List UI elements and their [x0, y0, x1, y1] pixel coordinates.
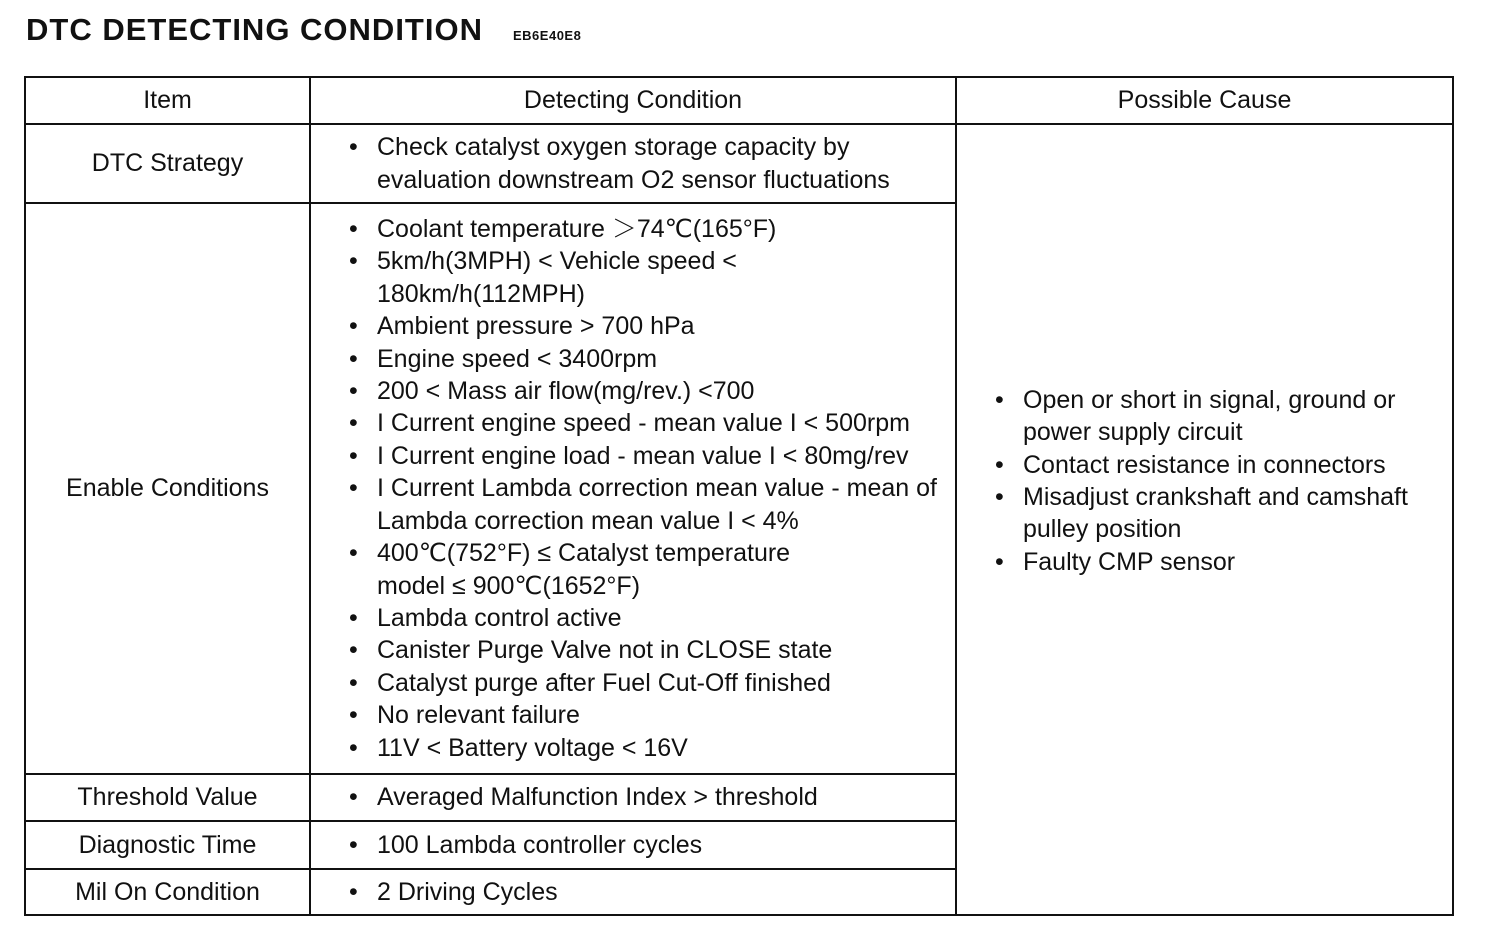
cause-item: • Misadjust crankshaft and camshaft pulley position: [995, 481, 1442, 546]
condition-item: • Catalyst purge after Fuel Cut-Off finished: [349, 667, 949, 699]
diagnostic-time-conditions: [311, 822, 957, 870]
condition-item: • 400℃(752°F) ≤ Catalyst temperature model ≤ 900℃(1652°F): [349, 537, 949, 602]
condition-item: • Canister Purge Valve not in CLOSE state: [349, 634, 949, 666]
mil-on-condition-conditions: [311, 870, 957, 914]
page-title: DTC DETECTING CONDITION: [26, 12, 483, 47]
cause-item: • Open or short in signal, ground or power supply circuit: [995, 384, 1442, 449]
row-label-enable-conditions: Enable Conditions: [26, 204, 311, 775]
condition-item: • 5km/h(3MPH) < Vehicle speed < 180km/h(112MPH): [349, 245, 949, 310]
reference-code: EB6E40E8: [513, 28, 582, 43]
condition-item: • I Current engine speed - mean value I < 500rpm: [349, 407, 949, 439]
condition-item: • I Current engine load - mean value I < 80mg/rev: [349, 440, 949, 472]
column-header-item: Item: [26, 78, 311, 125]
dtc-strategy-conditions: [311, 125, 957, 204]
threshold-value-conditions: [311, 775, 957, 822]
column-header-detecting-condition: Detecting Condition: [311, 78, 957, 125]
condition-item: • Averaged Malfunction Index > threshold: [349, 781, 818, 813]
page-header: [26, 12, 581, 48]
condition-item: • 100 Lambda controller cycles: [349, 829, 702, 861]
condition-item: • 11V < Battery voltage < 16V: [349, 732, 949, 764]
row-label-dtc-strategy: DTC Strategy: [26, 125, 311, 204]
condition-item: • Check catalyst oxygen storage capacity by evaluation downstream O2 sensor fluctuations: [349, 131, 949, 196]
enable-conditions-list: [311, 204, 957, 775]
cause-item: • Faulty CMP sensor: [995, 546, 1442, 578]
row-label-diagnostic-time: Diagnostic Time: [26, 822, 311, 870]
condition-item: • 200 < Mass air flow(mg/rev.) <700: [349, 375, 949, 407]
condition-item: • No relevant failure: [349, 699, 949, 731]
condition-item: • Ambient pressure > 700 hPa: [349, 310, 949, 342]
condition-item: • Lambda control active: [349, 602, 949, 634]
condition-item: • Coolant temperature ＞74℃(165°F): [349, 213, 949, 245]
cause-item: • Contact resistance in connectors: [995, 449, 1442, 481]
column-header-possible-cause: Possible Cause: [957, 78, 1452, 125]
row-label-threshold-value: Threshold Value: [26, 775, 311, 822]
condition-item: • I Current Lambda correction mean value - mean of Lambda correction mean value I < 4%: [349, 472, 949, 537]
condition-item: • Engine speed < 3400rpm: [349, 343, 949, 375]
row-label-mil-on-condition: Mil On Condition: [26, 870, 311, 914]
dtc-condition-table: [24, 76, 1454, 916]
condition-item: • 2 Driving Cycles: [349, 876, 558, 908]
possible-cause-cell: [957, 125, 1452, 914]
